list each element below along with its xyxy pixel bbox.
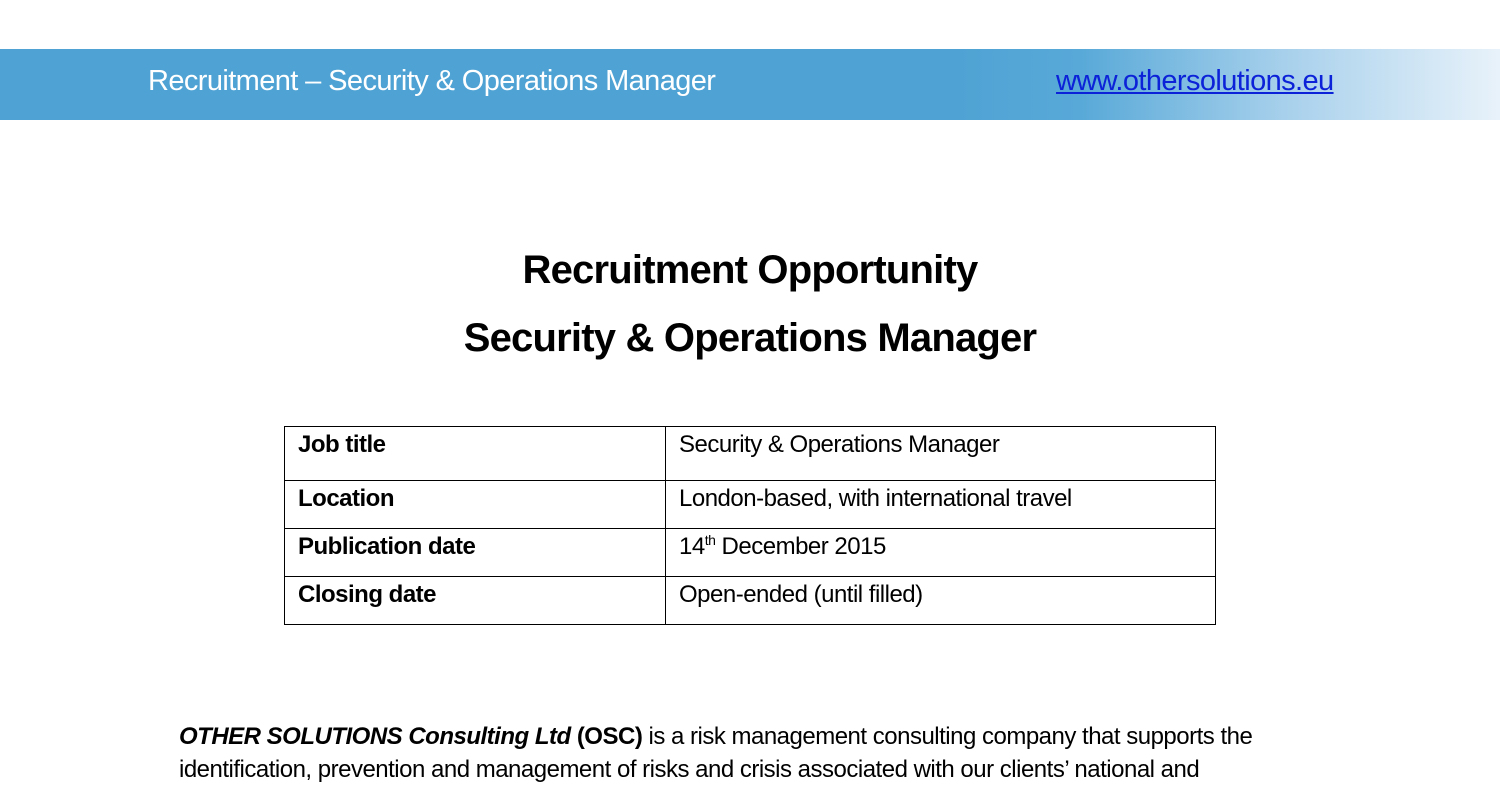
closing-date-label: Closing date — [285, 577, 666, 625]
ordinal-suffix: th — [704, 532, 716, 548]
header-banner — [0, 49, 1500, 120]
page-subtitle: Security & Operations Manager — [463, 316, 1037, 360]
table-row — [285, 577, 1216, 625]
intro-paragraph — [179, 720, 1319, 786]
publication-date-label: Publication date — [285, 529, 666, 577]
intro-line-1-text: is a risk management consulting company that supports the — [642, 723, 1253, 750]
intro-line-2: identification, prevention and management of risks and crisis associated with our clients’ national and — [179, 756, 1200, 783]
closing-date-value: Open-ended (until filled) — [666, 577, 1216, 625]
company-name: OTHER SOLUTIONS Consulting Ltd — [179, 723, 571, 750]
page-title: Recruitment Opportunity — [522, 248, 978, 292]
table-row — [285, 427, 1216, 481]
header-title: Recruitment – Security & Operations Manager — [148, 65, 716, 97]
table-row — [285, 481, 1216, 529]
publication-month-year: December 2015 — [715, 533, 886, 560]
location-value: London-based, with international travel — [666, 481, 1216, 529]
publication-day: 14 — [679, 533, 705, 560]
website-link[interactable]: www.othersolutions.eu — [1056, 65, 1334, 97]
intro-line-1 — [179, 720, 1319, 753]
location-label: Location — [285, 481, 666, 529]
company-abbreviation: (OSC) — [576, 723, 643, 750]
job-title-label: Job title — [285, 427, 666, 481]
table-row — [285, 529, 1216, 577]
job-details-table — [284, 426, 1216, 625]
publication-date-value — [666, 529, 1216, 577]
job-title-value: Security & Operations Manager — [666, 427, 1216, 481]
